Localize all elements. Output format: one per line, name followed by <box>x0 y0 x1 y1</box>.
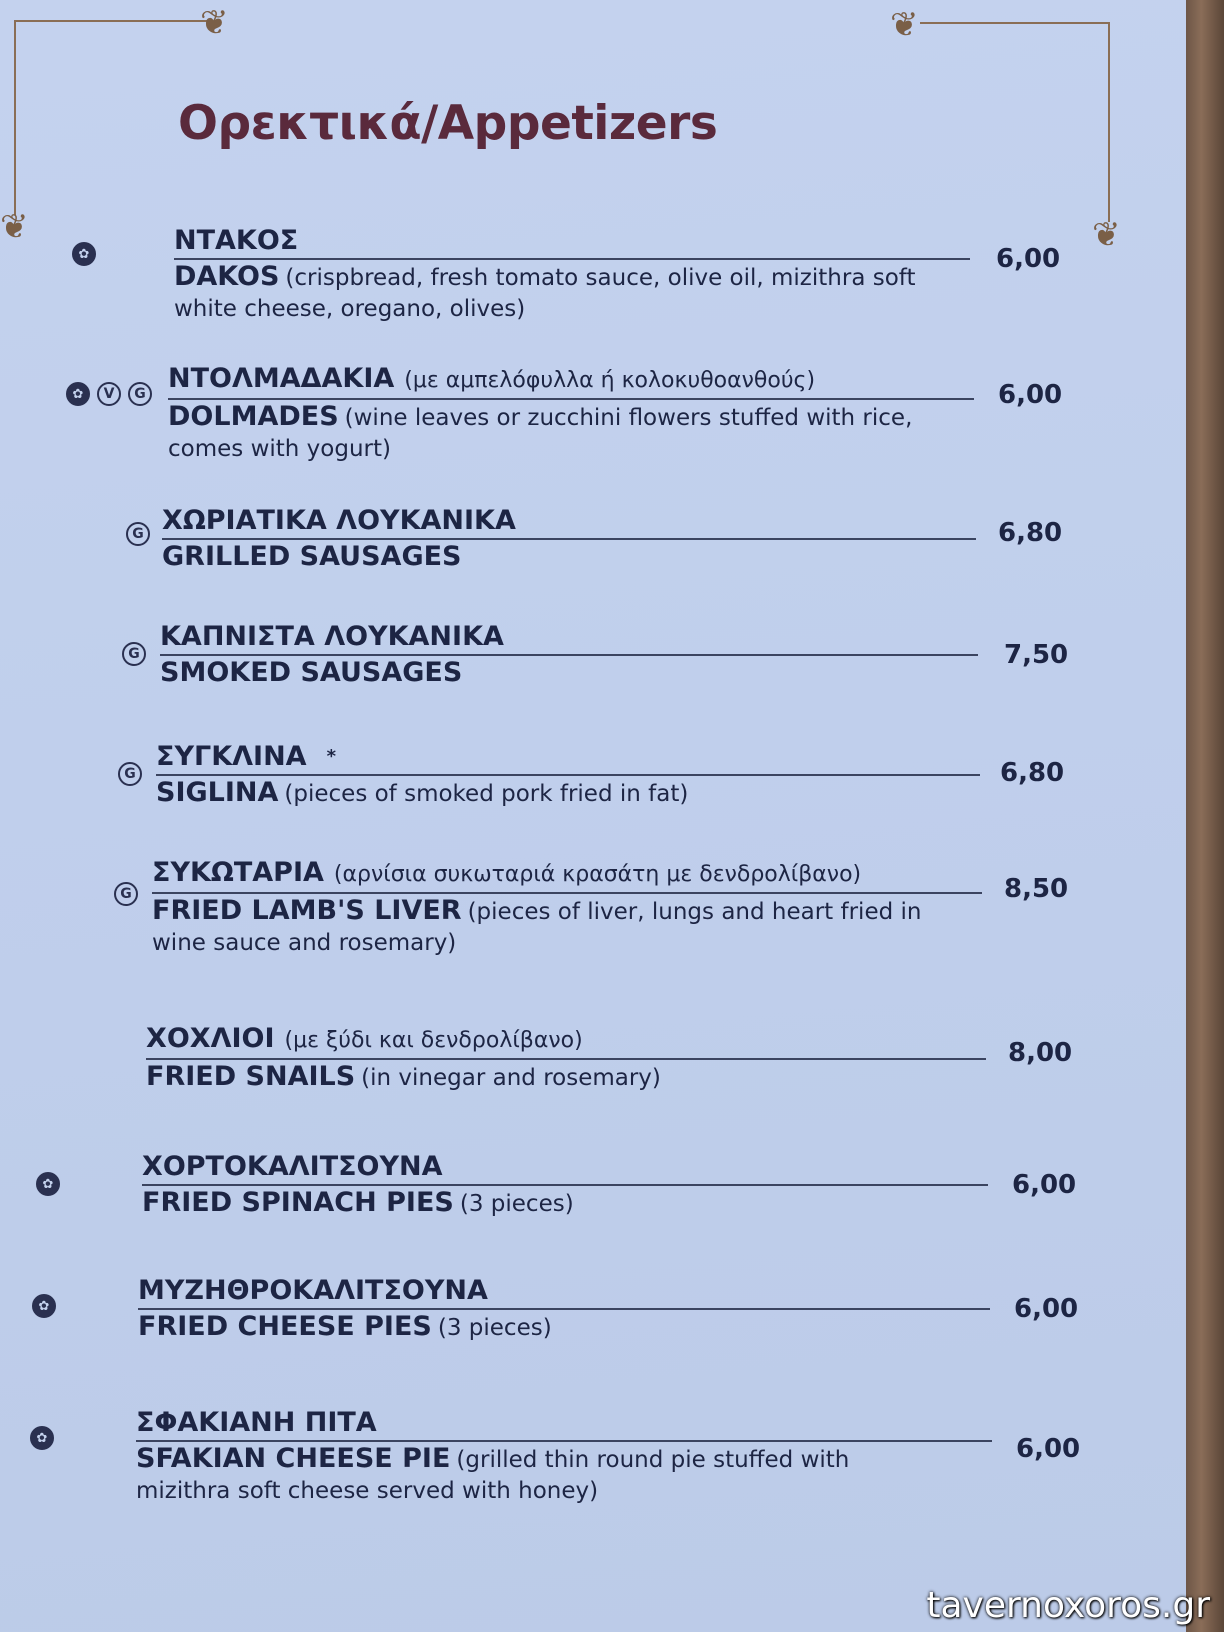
item-underline <box>138 1308 990 1310</box>
item-english: GRILLED SAUSAGES <box>162 541 462 572</box>
frame-top-left-line <box>14 20 210 22</box>
item-greek-name: ΜΥΖΗΘΡΟΚΑΛΙΤΣΟΥΝΑ <box>138 1275 488 1306</box>
menu-item-lambs-liver <box>152 856 982 958</box>
menu-item-smoked-sausages <box>160 620 978 688</box>
wooden-table-edge <box>1186 0 1224 1632</box>
vegetarian-icon: ✿ <box>72 242 96 266</box>
flourish-top-right-icon: ❦ <box>890 5 919 45</box>
frame-left-line <box>14 20 16 215</box>
item-greek-name: ΧΟΧΛΙΟΙ (με ξύδι και δενδρολίβανο) <box>146 1023 583 1054</box>
menu-item-cheese-pies <box>138 1274 990 1343</box>
item-price: 6,00 <box>998 380 1063 410</box>
gluten-icon: G <box>114 882 138 906</box>
item-greek-name: ΚΑΠΝΙΣΤΑ ΛΟΥΚΑΝΙΚΑ <box>160 621 504 652</box>
menu-item-siglina <box>156 740 980 809</box>
item-underline <box>168 398 974 400</box>
item-underline <box>160 654 978 656</box>
item-price: 6,00 <box>996 244 1061 274</box>
item-price: 7,50 <box>1004 640 1069 670</box>
item-greek-name: ΝΤΟΛΜΑΔΑΚΙΑ (με αμπελόφυλλα ή κολοκυθοανθούς) <box>168 363 816 394</box>
item-greek-name: ΣΦΑΚΙΑΝΗ ΠΙΤΑ <box>136 1407 377 1438</box>
item-english: SFAKIAN CHEESE PIE (grilled thin round pie stuffed with mizithra soft cheese served with honey) <box>136 1443 850 1504</box>
item-price: 6,00 <box>1012 1170 1077 1200</box>
item-english: DOLMADES (wine leaves or zucchini flowers stuffed with rice, comes with yogurt) <box>168 401 913 462</box>
vegetarian-icon: ✿ <box>66 382 90 406</box>
menu-item-dakos <box>174 224 970 324</box>
flourish-top-left-icon: ❦ <box>200 3 229 43</box>
flourish-left-icon: ❦ <box>0 207 29 247</box>
menu-item-snails <box>146 1022 986 1093</box>
item-english: FRIED LAMB'S LIVER (pieces of liver, lungs and heart fried in wine sauce and rosemary) <box>152 895 922 956</box>
item-greek-name: ΧΩΡΙΑΤΙΚΑ ΛΟΥΚΑΝΙΚΑ <box>162 505 516 536</box>
item-price: 8,00 <box>1008 1038 1073 1068</box>
menu-item-grilled-sausages <box>162 504 976 572</box>
gluten-icon: G <box>122 642 146 666</box>
watermark: tavernoxoros.gr <box>926 1585 1210 1626</box>
flourish-right-icon: ❦ <box>1092 215 1121 255</box>
item-price: 6,80 <box>998 518 1063 548</box>
menu-item-dolmades <box>168 362 974 464</box>
gluten-icon: G <box>126 522 150 546</box>
page-title: Ορεκτικά/Appetizers <box>178 96 718 151</box>
item-english: SIGLINA (pieces of smoked pork fried in fat) <box>156 777 689 808</box>
vegetarian-icon: ✿ <box>30 1426 54 1450</box>
item-greek-name: ΝΤΑΚΟΣ <box>174 225 299 256</box>
item-english: DAKOS (crispbread, fresh tomato sauce, olive oil, mizithra soft white cheese, oregano, olives) <box>174 261 916 322</box>
frame-right-line <box>1108 22 1110 222</box>
item-english: FRIED SPINACH PIES (3 pieces) <box>142 1187 574 1218</box>
item-underline <box>162 538 976 540</box>
item-greek-name: ΣΥΚΩΤΑΡΙΑ (αρνίσια συκωταριά κρασάτη με δενδρολίβανο) <box>152 857 862 888</box>
item-english: FRIED CHEESE PIES (3 pieces) <box>138 1311 552 1342</box>
item-price: 6,00 <box>1014 1294 1079 1324</box>
item-price: 6,00 <box>1016 1434 1081 1464</box>
item-english: SMOKED SAUSAGES <box>160 657 463 688</box>
vegan-icon: V <box>97 382 121 406</box>
item-underline <box>146 1058 986 1060</box>
menu-item-sfakian-pie <box>136 1406 992 1506</box>
item-underline <box>156 774 980 776</box>
item-underline <box>142 1184 988 1186</box>
gluten-icon: G <box>118 762 142 786</box>
vegetarian-icon: ✿ <box>32 1294 56 1318</box>
item-greek-name: ΧΟΡΤΟΚΑΛΙΤΣΟΥΝΑ <box>142 1151 443 1182</box>
item-english: FRIED SNAILS (in vinegar and rosemary) <box>146 1061 661 1092</box>
item-underline <box>174 258 970 260</box>
item-greek-name: ΣΥΓΚΛΙΝΑ * <box>156 741 336 772</box>
vegetarian-icon: ✿ <box>36 1172 60 1196</box>
gluten-icon: G <box>128 382 152 406</box>
item-price: 8,50 <box>1004 874 1069 904</box>
item-underline <box>152 892 982 894</box>
item-price: 6,80 <box>1000 758 1065 788</box>
menu-item-spinach-pies <box>142 1150 988 1219</box>
item-underline <box>136 1440 992 1442</box>
frame-top-right-line <box>920 22 1110 24</box>
